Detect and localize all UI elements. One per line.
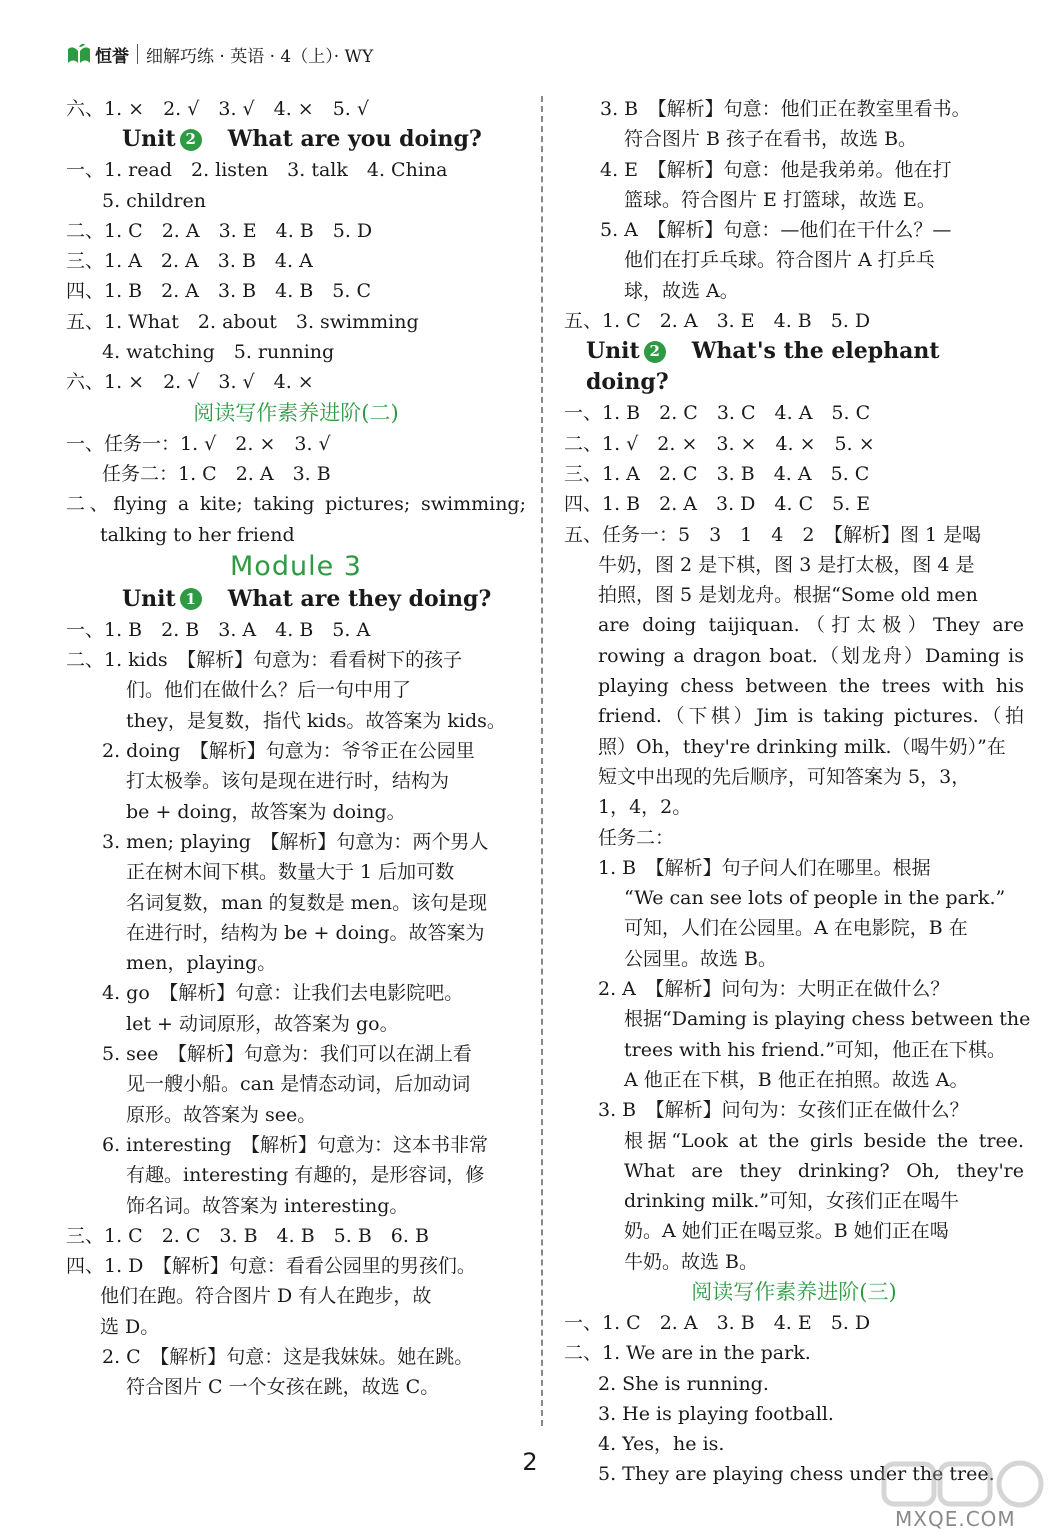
right-column	[564, 94, 1031, 1490]
answer-line: 原形。故答案为 see。	[126, 1103, 317, 1126]
answer-line: 符合图片 C 一个女孩在跳，故选 C。	[126, 1376, 440, 1399]
unit-heading	[66, 124, 526, 155]
answer-line: 一、1. B 2. B 3. A 4. B 5. A	[66, 618, 371, 641]
answer-line: they，是复数，指代 kids。故答案为 kids。	[126, 709, 506, 732]
answer-line: 二、1. C 2. A 3. E 4. B 5. D	[66, 219, 373, 242]
answer-line: 4. go 【解析】句意：让我们去电影院吧。	[102, 982, 464, 1005]
answer-line: 五、1. C 2. A 3. E 4. B 5. D	[564, 310, 871, 333]
answer-line: 篮球。符合图片 E 打篮球，故选 E。	[624, 188, 936, 211]
answer-line: 5. A 【解析】句意：—他们在干什么？—	[600, 219, 952, 242]
unit-title: What's the elephant doing?	[586, 338, 940, 396]
answer-line: 短文中出现的先后顺序，可知答案为 5，3，	[598, 765, 971, 788]
answer-line: 4. E 【解析】句意：他是我弟弟。他在打	[600, 158, 952, 181]
unit-label: Unit	[122, 126, 176, 153]
brand-name: 恒誉	[95, 46, 129, 67]
answer-line: 一、1. C 2. A 3. B 4. E 5. D	[564, 1311, 871, 1334]
answer-line: 根据“Daming is playing chess between the	[624, 1008, 1031, 1031]
answer-line: 球，故选 A。	[624, 279, 739, 302]
answer-line: 4. Yes，he is.	[598, 1433, 725, 1456]
answer-line: 3. B 【解析】问句为：女孩们正在做什么？	[598, 1099, 969, 1122]
answer-line: 四、1. B 2. A 3. D 4. C 5. E	[564, 493, 871, 516]
answer-line: trees with his friend.”可知，他正在下棋。	[624, 1038, 1006, 1061]
answer-line: be + doing，故答案为 doing。	[126, 800, 406, 823]
answer-line: 2. She is running.	[598, 1372, 769, 1395]
answer-line: 奶。A 她们正在喝豆浆。B 她们正在喝	[624, 1220, 949, 1243]
answer-line: 在进行时，结构为 be + doing。故答案为	[126, 921, 485, 944]
column-divider	[541, 96, 543, 1426]
unit-heading	[66, 584, 526, 615]
answer-line: 牛奶。故选 B。	[624, 1250, 759, 1273]
answer-line: 1，4，2。	[598, 796, 692, 819]
answer-line: 2. A 【解析】问句为：大明正在做什么？	[598, 978, 950, 1001]
left-column	[66, 94, 526, 1403]
answer-line: What are they drinking? Oh, they're	[624, 1159, 1024, 1182]
answer-line: 名词复数，man 的复数是 men。该句是现	[126, 891, 488, 914]
answer-line: 二、1. √ 2. × 3. × 4. × 5. ×	[564, 432, 875, 455]
page-header	[66, 34, 373, 74]
answer-line: 5. children	[102, 189, 206, 212]
module-heading: Module 3	[230, 550, 362, 582]
unit-label: Unit	[122, 585, 176, 612]
answer-line: 有趣。interesting 有趣的，是形容词，修	[126, 1164, 485, 1187]
unit-number-badge: 2	[180, 129, 202, 151]
answer-line: 5. see 【解析】句意为：我们可以在湖上看	[102, 1043, 472, 1066]
book-title: 细解巧练 · 英语 · 4（上）· WY	[146, 46, 374, 67]
answer-line: 正在树木间下棋。数量大于 1 后加可数	[126, 861, 455, 884]
book-leaf-icon	[66, 43, 92, 65]
answer-line: 三、1. A 2. A 3. B 4. A	[66, 250, 313, 273]
watermark-text: MXQE.COM	[895, 1507, 1016, 1531]
answer-line: 们。他们在做什么？后一句中用了	[126, 679, 412, 702]
answer-line: 任务二：1. C 2. A 3. B	[102, 462, 331, 485]
answer-line: 2. C 【解析】句意：这是我妹妹。她在跳。	[102, 1345, 474, 1368]
answer-line: 根据“Look at the girls beside the tree.	[624, 1129, 1024, 1152]
answer-line: 四、1. B 2. A 3. B 4. B 5. C	[66, 280, 371, 303]
answer-line: 打太极拳。该句是现在进行时，结构为	[126, 770, 450, 793]
answer-line: 公园里。故选 B。	[624, 947, 778, 970]
answer-line: 他们在打乒乓球。符合图片 A 打乒乓	[624, 249, 935, 272]
answer-line: 选 D。	[100, 1315, 160, 1338]
unit-title: What are they doing?	[227, 585, 492, 612]
answer-line: 三、1. A 2. C 3. B 4. A 5. C	[564, 462, 870, 485]
unit-number-badge: 2	[644, 341, 666, 363]
answer-line: 1. B 【解析】句子问人们在哪里。根据	[598, 856, 931, 879]
answer-line: 二、1. We are in the park.	[564, 1342, 811, 1365]
answer-line: 拍照，图 5 是划龙舟。根据“Some old men	[598, 584, 978, 607]
header-separator	[137, 44, 138, 64]
answer-line: drinking milk.”可知，女孩们正在喝牛	[624, 1190, 960, 1213]
unit-title: What are you doing?	[227, 126, 482, 153]
answer-line: 符合图片 B 孩子在看书，故选 B。	[624, 128, 918, 151]
answer-line: 一、任务一：1. √ 2. × 3. √	[66, 432, 331, 455]
answer-line: 一、1. B 2. C 3. C 4. A 5. C	[564, 402, 871, 425]
answer-line: 一、1. read 2. listen 3. talk 4. China	[66, 159, 448, 182]
answer-line: 他们在跑。符合图片 D 有人在跑步，故	[100, 1285, 432, 1308]
answer-line: 五、1. What 2. about 3. swimming	[66, 310, 419, 333]
answer-line: talking to her friend	[100, 523, 295, 546]
section-heading: 阅读写作素养进阶(三)	[691, 1279, 897, 1304]
section-heading: 阅读写作素养进阶(二)	[193, 400, 399, 425]
answer-line: men，playing。	[126, 952, 277, 975]
answer-line: 3. B 【解析】句意：他们正在教室里看书。	[600, 98, 971, 120]
answer-line: 二、1. kids 【解析】句意为：看看树下的孩子	[66, 649, 463, 672]
answer-line: 四、1. D 【解析】句意：看看公园里的男孩们。	[66, 1255, 476, 1278]
answer-line: are doing taijiquan.（打太极）They are	[598, 614, 1024, 637]
answer-line: 见一艘小船。can 是情态动词，后加动词	[126, 1073, 471, 1096]
answer-line: 照）Oh，they're drinking milk.（喝牛奶）”在	[598, 735, 1006, 758]
answer-line: playing chess between the trees with his	[598, 675, 1024, 698]
answer-line: 五、任务一：5 3 1 4 2 【解析】图 1 是喝	[564, 523, 982, 546]
answer-line: 2. doing 【解析】句意为：爷爷正在公园里	[102, 740, 475, 763]
answer-line: 4. watching 5. running	[102, 341, 335, 364]
answer-line: 可知，人们在公园里。A 在电影院，B 在	[624, 917, 968, 940]
answer-line: rowing a dragon boat.（划龙舟）Daming is	[598, 644, 1024, 667]
answer-line: 饰名词。故答案为 interesting。	[126, 1194, 409, 1217]
answer-line: let + 动词原形，故答案为 go。	[126, 1012, 399, 1035]
answer-line: 三、1. C 2. C 3. B 4. B 5. B 6. B	[66, 1224, 429, 1247]
answer-line: 3. men; playing 【解析】句意为：两个男人	[102, 830, 489, 853]
page-number: 2	[522, 1448, 538, 1476]
unit-number-badge: 1	[180, 588, 202, 610]
brand-logo	[66, 42, 129, 67]
answer-line: 任务二：	[598, 826, 675, 849]
answer-line: “We can see lots of people in the park.”	[624, 887, 1006, 910]
answer-line: 牛奶，图 2 是下棋，图 3 是打太极，图 4 是	[598, 553, 975, 576]
unit-label: Unit	[586, 338, 640, 365]
answer-line: 二、flying a kite; taking pictures; swimming;	[66, 493, 526, 516]
answer-line: 六、1. × 2. √ 3. √ 4. × 5. √	[66, 98, 369, 120]
answer-line: friend.（下棋）Jim is taking pictures.（拍	[598, 705, 1024, 728]
answer-line: 6. interesting 【解析】句意为：这本书非常	[102, 1133, 489, 1156]
answer-line: 3. He is playing football.	[598, 1402, 834, 1425]
answer-line: A 他正在下棋，B 他正在拍照。故选 A。	[624, 1068, 969, 1091]
answer-line: 六、1. × 2. √ 3. √ 4. ×	[66, 371, 314, 394]
answer-line: 5. They are playing chess under the tree.	[598, 1463, 995, 1486]
unit-heading	[564, 336, 1024, 398]
